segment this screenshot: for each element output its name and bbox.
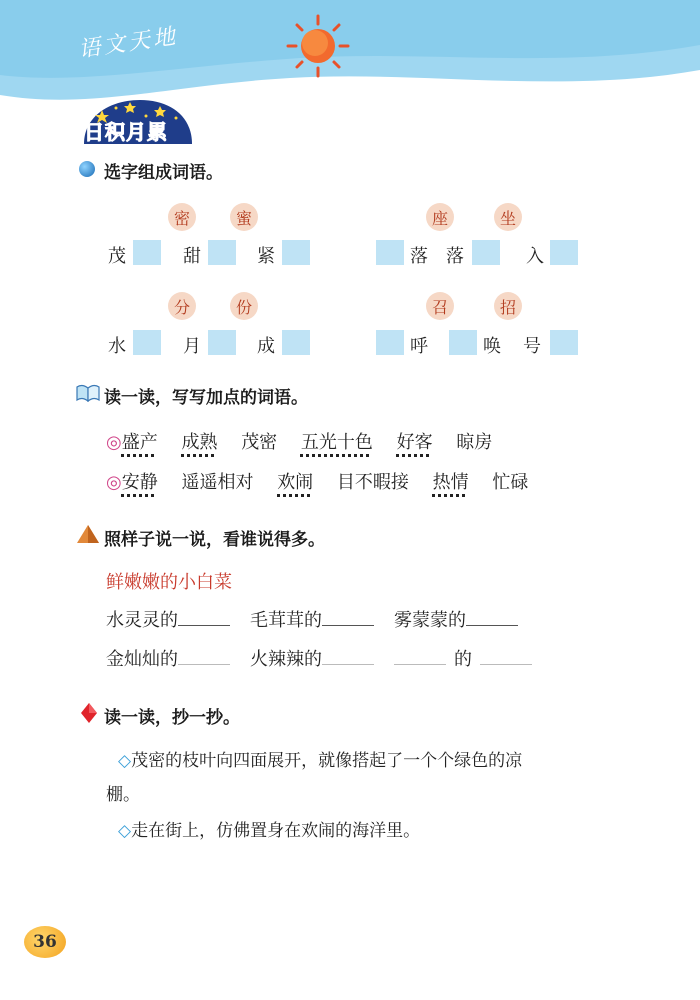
dotted-word: 五光十色 [300,432,373,453]
word-char: 唤 [483,336,501,357]
dotted-word: 茂密 [241,432,278,453]
phrase-prefix: 水灵灵的 [106,610,178,631]
fill-blank[interactable] [178,624,230,626]
word-row-1 [106,428,510,454]
blue-ball-icon [79,161,95,177]
word-char: 水 [108,336,126,357]
answer-blank[interactable] [472,240,500,265]
answer-blank[interactable] [282,330,310,355]
fill-blank[interactable] [480,663,532,665]
choice-mi-1[interactable]: 密 [168,203,196,231]
example-phrase: 鲜嫩嫩的小白菜 [106,572,232,593]
word-char: 呼 [410,336,428,357]
answer-blank[interactable] [376,240,404,265]
dotted-word: 目不暇接 [336,472,409,493]
answer-blank[interactable] [282,240,310,265]
dotted-word: 晾房 [456,432,493,453]
phrase-row-1 [106,606,518,632]
choice-mi-2[interactable]: 蜜 [230,203,258,231]
logo-text: 日积月累 [84,120,168,144]
word-char: 甜 [183,246,201,267]
word-char: 落 [410,246,428,267]
sentence-2 [118,814,420,848]
sentence-2-text: 走在街上，仿佛置身在欢闹的海洋里。 [131,821,421,841]
word-char: 月 [183,336,201,357]
section1-title: 选字组成词语。 [104,163,223,183]
choice-fen-1[interactable]: 分 [168,292,196,320]
word-char: 入 [526,246,544,267]
phrase-prefix: 毛茸茸的 [250,610,322,631]
phrase-prefix: 火辣辣的 [250,649,322,670]
red-diamond-icon [80,702,98,724]
answer-blank[interactable] [550,240,578,265]
page-number-badge [24,926,66,958]
fill-blank[interactable] [322,624,374,626]
answer-blank[interactable] [449,330,477,355]
answer-blank[interactable] [133,330,161,355]
phrase-row-2 [106,645,532,671]
word-char: 成 [257,336,275,357]
sentence-1 [118,744,522,778]
word-char: 茂 [108,246,126,267]
answer-blank[interactable] [208,330,236,355]
sentence-1-text: 茂密的枝叶向四面展开，就像搭起了一个个绿色的凉 [131,751,523,771]
word-row-2 [106,468,546,494]
word-char: 号 [523,336,541,357]
phrase-prefix: 雾蒙蒙的 [394,610,466,631]
choice-zhao-1[interactable]: 召 [426,292,454,320]
hollow-diamond-icon: ◇ [118,821,132,841]
page-number: 36 [33,932,57,952]
hollow-diamond-icon: ◇ [118,751,132,771]
phrase-prefix: 金灿灿的 [106,649,178,670]
phrase-prefix: 的 [454,649,472,670]
header-title: 语文天地 [77,24,180,63]
word-char: 落 [446,246,464,267]
dotted-word: 热情 [432,472,469,493]
fill-blank[interactable] [178,663,230,665]
word-char: 紧 [257,246,275,267]
fill-blank[interactable] [322,663,374,665]
dotted-word: 安静 [121,472,158,493]
dotted-word: 成熟 [181,432,218,453]
choice-zhao-2[interactable]: 招 [494,292,522,320]
book-icon [76,384,100,402]
sun-icon [288,16,348,76]
dotted-word: 好客 [396,432,433,453]
answer-blank[interactable] [133,240,161,265]
fill-blank[interactable] [394,663,446,665]
fill-blank[interactable] [466,624,518,626]
dotted-word: 忙碌 [492,472,529,493]
bullet-icon: ◎ [106,472,122,493]
choice-fen-2[interactable]: 份 [230,292,258,320]
section4-title: 读一读，抄一抄。 [104,708,240,728]
sentence-1-cont: 棚。 [106,785,140,805]
dotted-word: 盛产 [121,432,158,453]
choice-zuo-1[interactable]: 座 [426,203,454,231]
dotted-word: 欢闹 [277,472,314,493]
choice-zuo-2[interactable]: 坐 [494,203,522,231]
riji-yuelei-logo [80,96,196,146]
answer-blank[interactable] [376,330,404,355]
section3-title: 照样子说一说，看谁说得多。 [104,530,325,550]
answer-blank[interactable] [208,240,236,265]
answer-blank[interactable] [550,330,578,355]
dotted-word: 遥遥相对 [181,472,254,493]
section2-title: 读一读，写写加点的词语。 [104,388,308,408]
bullet-icon: ◎ [106,432,122,453]
triangle-icon [76,524,100,544]
